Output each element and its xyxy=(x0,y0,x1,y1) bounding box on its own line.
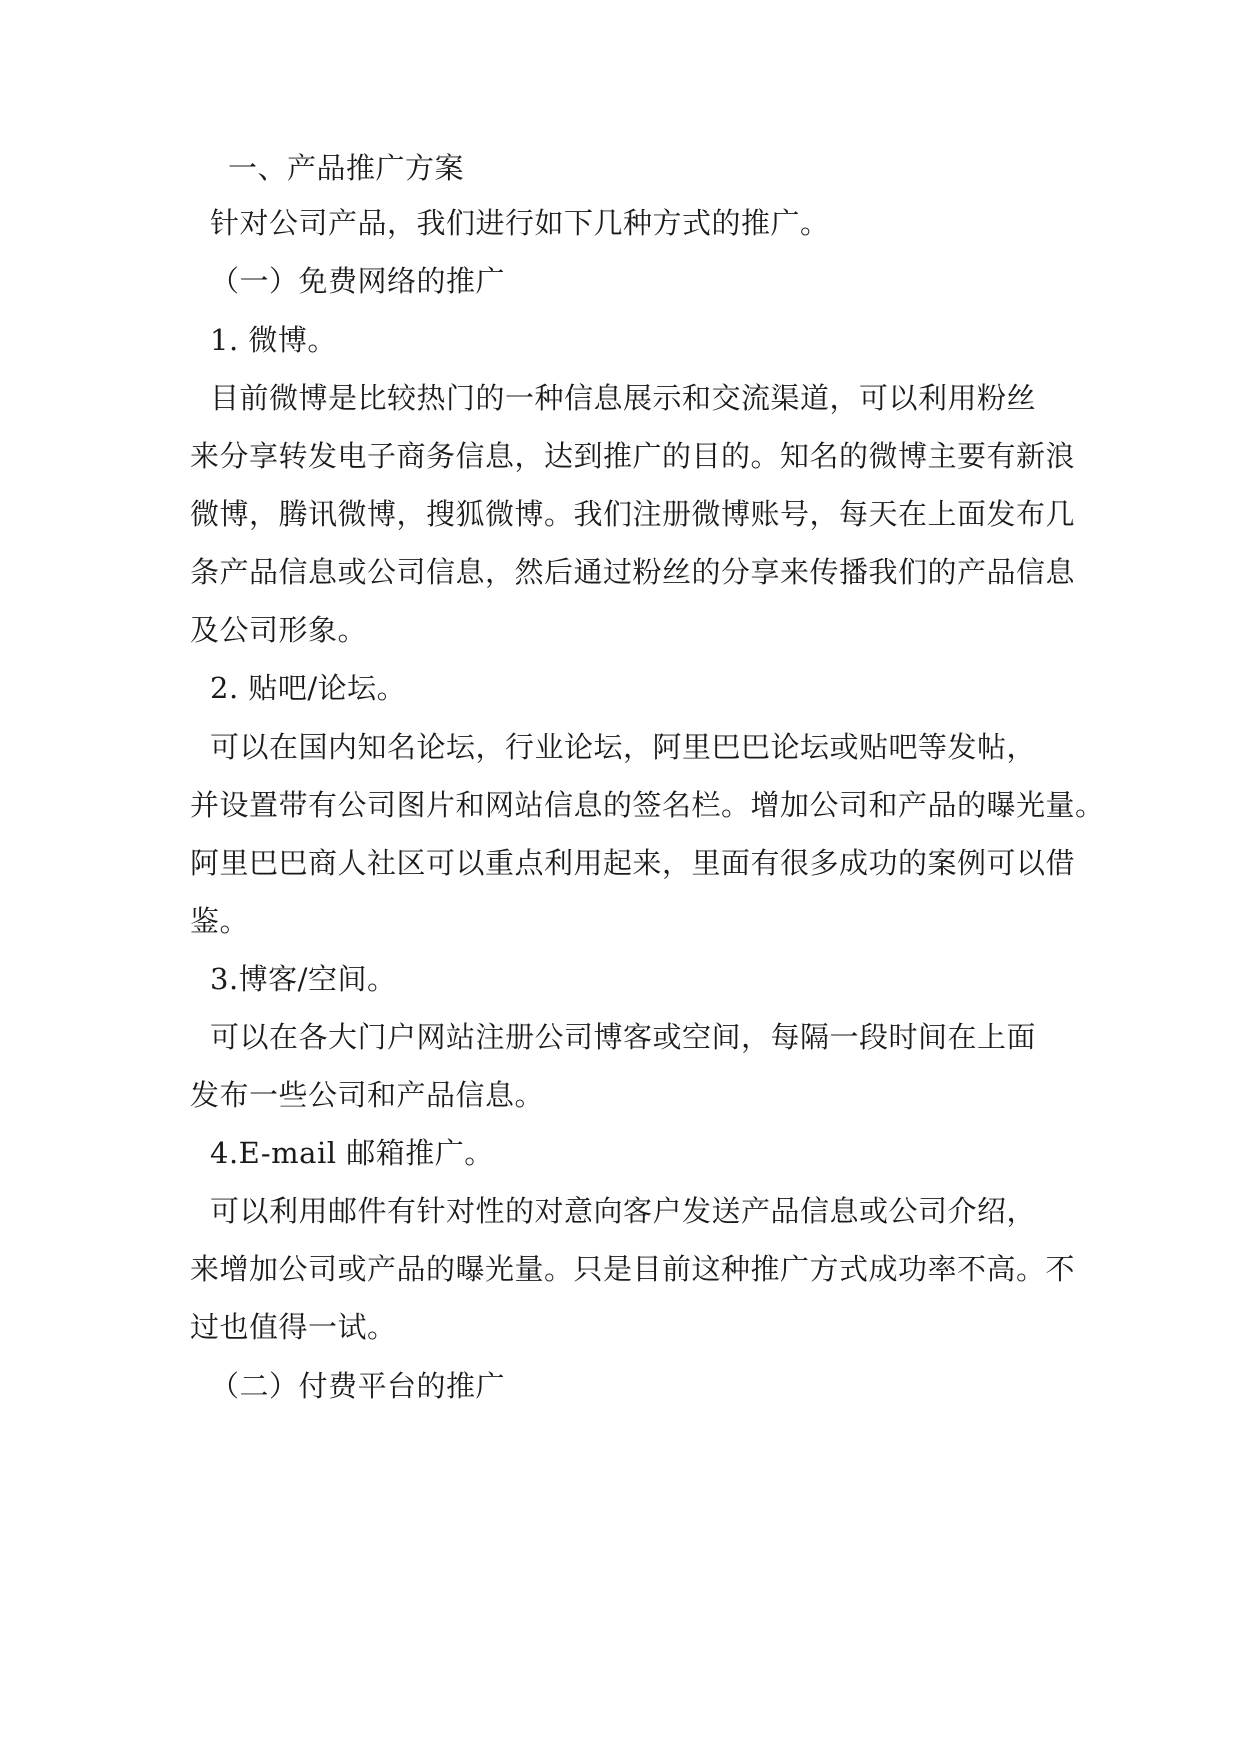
item-title-forum: 2. 贴吧/论坛。 xyxy=(210,671,407,705)
paragraph-line: 来分享转发电子商务信息，达到推广的目的。知名的微博主要有新浪 xyxy=(190,439,1076,473)
subsection-title-free: （一）免费网络的推广 xyxy=(210,264,506,298)
paragraph-line: 阿里巴巴商人社区可以重点利用起来，里面有很多成功的案例可以借 xyxy=(190,846,1076,880)
paragraph-line: 鉴。 xyxy=(190,904,250,938)
paragraph-line: 可以利用邮件有针对性的对意向客户发送产品信息或公司介绍， xyxy=(210,1194,1037,1228)
paragraph-line: 可以在各大门户网站注册公司博客或空间，每隔一段时间在上面 xyxy=(210,1020,1037,1054)
section-heading: 一、产品推广方案 xyxy=(228,151,465,185)
paragraph-line: 并设置带有公司图片和网站信息的签名栏。增加公司和产品的曝光量。 xyxy=(190,788,1105,822)
paragraph-line: 来增加公司或产品的曝光量。只是目前这种推广方式成功率不高。不 xyxy=(190,1252,1076,1286)
paragraph-line: 目前微博是比较热门的一种信息展示和交流渠道，可以利用粉丝 xyxy=(210,381,1037,415)
item-title-blog: 3.博客/空间。 xyxy=(210,962,397,996)
paragraph-line: 发布一些公司和产品信息。 xyxy=(190,1078,545,1112)
paragraph-line: 条产品信息或公司信息，然后通过粉丝的分享来传播我们的产品信息 xyxy=(190,555,1076,589)
item-title-weibo: 1. 微博。 xyxy=(210,323,337,357)
paragraph-line: 可以在国内知名论坛，行业论坛，阿里巴巴论坛或贴吧等发帖， xyxy=(210,730,1037,764)
paragraph-line: 微博，腾讯微博，搜狐微博。我们注册微博账号，每天在上面发布几 xyxy=(190,497,1076,531)
paragraph-line: 过也值得一试。 xyxy=(190,1310,397,1344)
paragraph-line: 及公司形象。 xyxy=(190,613,368,647)
item-title-email: 4.E-mail 邮箱推广。 xyxy=(210,1136,494,1170)
intro-paragraph: 针对公司产品，我们进行如下几种方式的推广。 xyxy=(210,206,830,240)
subsection-title-paid: （二）付费平台的推广 xyxy=(210,1369,506,1403)
